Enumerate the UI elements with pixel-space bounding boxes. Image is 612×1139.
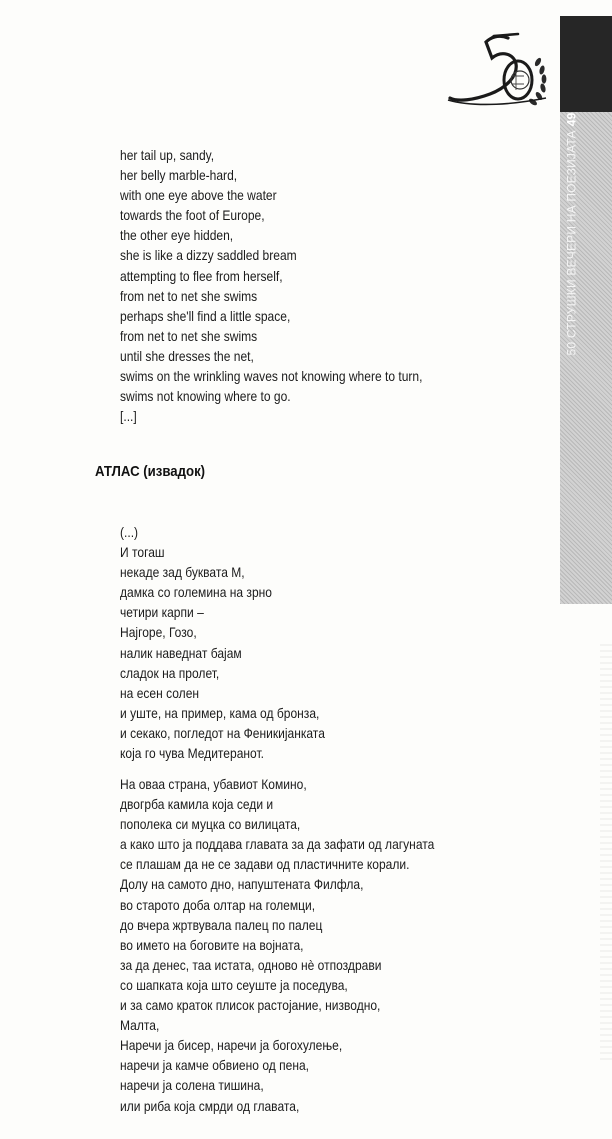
poem-line: [...] <box>120 408 137 425</box>
poem-line: with one eye above the water <box>120 187 277 204</box>
poem-line: Долу на самото дно, напуштената Филфла, <box>120 876 364 893</box>
poem-line: некаде зад буквата М, <box>120 564 245 581</box>
poem-line: until she dresses the net, <box>120 347 254 364</box>
poem-line: а како што ја поддава главата за да зафати од лагуната <box>120 836 435 853</box>
poem-line: и за само краток плисок растојание, низводно, <box>120 997 381 1014</box>
poem-line: во старото доба олтар на големци, <box>120 896 316 913</box>
poem-line: from net to net she swims <box>120 327 258 344</box>
poem-line: или риба која смрди од главата, <box>120 1097 300 1114</box>
poem-line: attempting to flee from herself, <box>120 267 283 284</box>
poem-line: наречи ја камче обвиено од пена, <box>120 1057 310 1074</box>
poem-line: дамка со големина на зрно <box>120 584 273 601</box>
poem-line: и уште, на пример, кама од бронза, <box>120 704 320 721</box>
poem-line: swims on the wrinkling waves not knowing where to turn, <box>120 368 423 385</box>
poem-line: her tail up, sandy, <box>120 147 215 163</box>
poem-line: swims not knowing where to go. <box>120 388 291 405</box>
poem-line: пополека си муцка со вилицата, <box>120 816 301 833</box>
poem-line: towards the foot of Europe, <box>120 207 265 224</box>
side-tab-dark-block <box>560 16 612 112</box>
poem-line: која го чува Медитеранот. <box>120 745 265 762</box>
poem-line: за да денес, таа истата, одново нè отпоздрави <box>120 956 382 973</box>
poem-line: во името на боговите на војната, <box>120 936 304 953</box>
section-heading: АТЛАС (извадок) <box>95 463 206 480</box>
poem-line: двогрба камила која седи и <box>120 796 274 813</box>
poem-line: she is like a dizzy saddled bream <box>120 247 297 264</box>
festival-title: 50 СТРУШКИ ВЕЧЕРИ НА ПОЕЗИЈАТА <box>564 130 579 356</box>
poem-line: Наречи ја бисер, наречи ја богохулење, <box>120 1037 343 1054</box>
poem-line: И тогаш <box>120 544 165 561</box>
atlas-poem-stanza-2 <box>120 774 434 1116</box>
poem-line: from net to net she swims <box>120 287 258 304</box>
scan-artifact <box>600 640 612 1060</box>
poem-line: се плашам да не се задави од пластичните корали. <box>120 856 410 873</box>
english-poem-fragment <box>120 145 422 426</box>
festival-50-logo-icon <box>446 28 558 116</box>
poem-line: perhaps she'll find a little space, <box>120 307 291 324</box>
poem-line: the other eye hidden, <box>120 227 234 244</box>
page-number: 49 <box>564 112 579 127</box>
side-tab-label <box>560 112 582 356</box>
poem-line: На оваа страна, убавиот Комино, <box>120 776 307 792</box>
poem-line: наречи ја солена тишина, <box>120 1077 264 1094</box>
poem-line: со шапката која што сеуште ја поседува, <box>120 976 348 993</box>
poem-line: Малта, <box>120 1017 160 1034</box>
poem-line: и секако, погледот на Феникијанката <box>120 724 325 741</box>
poem-line: her belly marble-hard, <box>120 167 238 184</box>
atlas-poem-stanza-1 <box>120 522 325 763</box>
poem-line: (...) <box>120 524 139 540</box>
poem-line: до вчера жртвувала палец по палец <box>120 916 323 933</box>
poem-line: четири карпи – <box>120 604 204 621</box>
poem-line: Најгоре, Гозо, <box>120 624 197 641</box>
poem-line: сладок на пролет, <box>120 664 220 681</box>
poem-line: налик наведнат бајам <box>120 644 242 661</box>
poem-line: на есен солен <box>120 684 200 701</box>
